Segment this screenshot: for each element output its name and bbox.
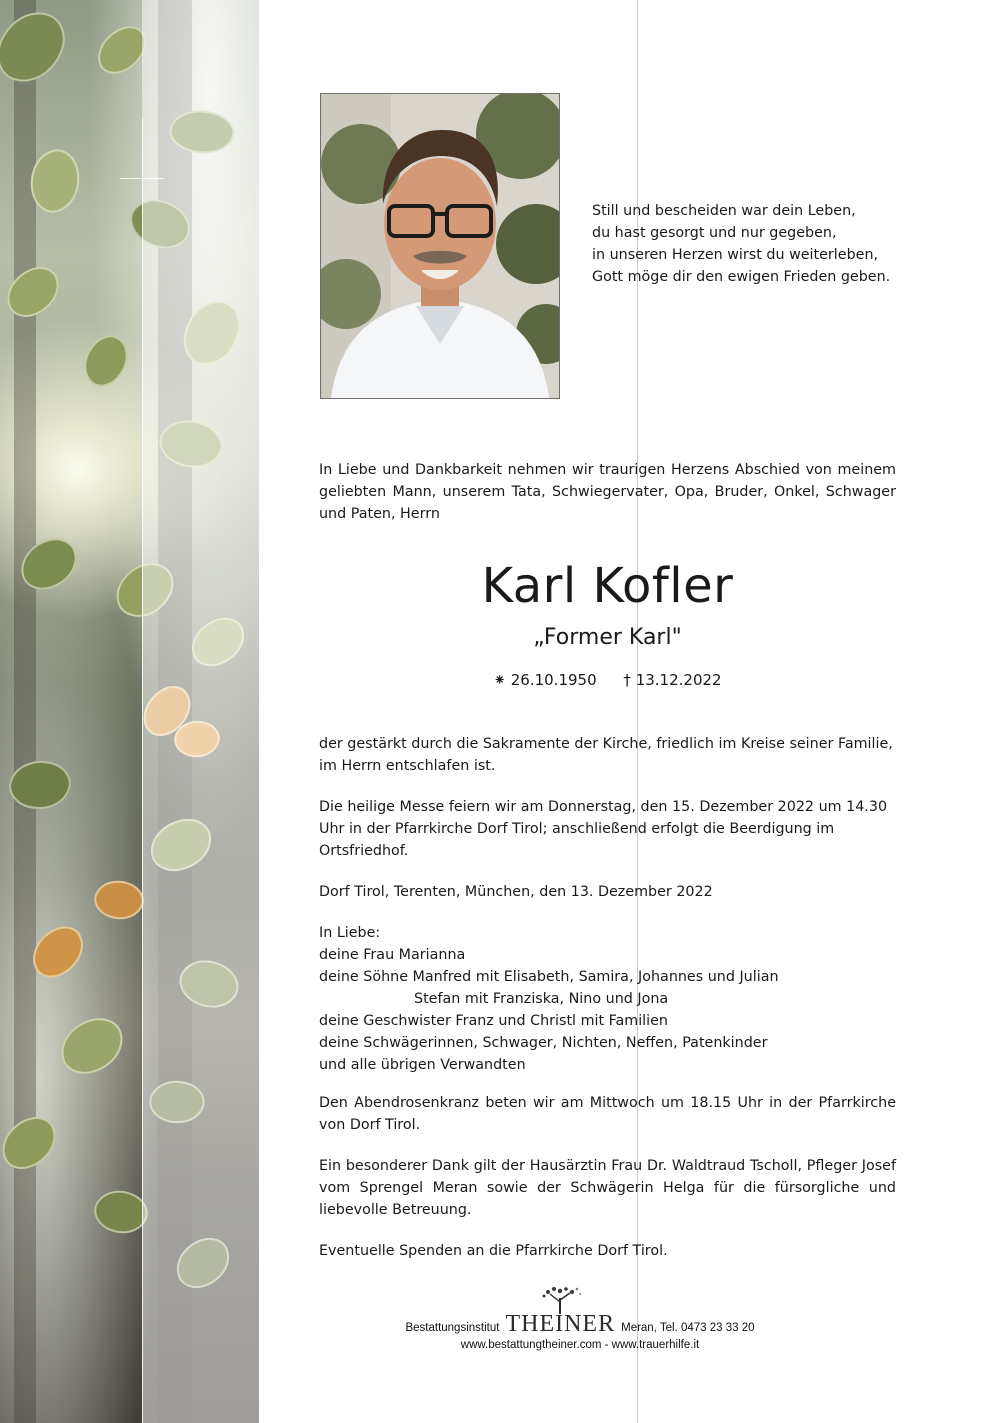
tree-icon (538, 1286, 582, 1314)
poem (592, 200, 922, 288)
mourner-line: deine Frau Marianna (319, 947, 466, 963)
tree-trunk (14, 0, 36, 1423)
deceased-name: Karl Kofler (481, 558, 734, 614)
poem-line: Still und bescheiden war dein Leben, (592, 203, 856, 219)
portrait-illustration (321, 94, 559, 398)
leaf (0, 2, 73, 93)
leaf (89, 872, 149, 929)
poem-line: in unseren Herzen wirst du weiterleben, (592, 247, 879, 263)
sacraments-paragraph: der gestärkt durch die Sakramente der Kirche, friedlich im Kreise seiner Familie, im Herrn entschlafen ist. (319, 736, 893, 774)
mourner-line: deine Söhne Manfred mit Elisabeth, Samira, Johannes und Julian (319, 969, 779, 985)
thanks-paragraph: Ein besonderer Dank gilt der Hausärztin Frau Dr. Waldtraud Tscholl, Pfleger Josef vom Sprengel Meran sowie der Schwägerin Helga für die fürsorgliche und liebevolle Betreuung. (319, 1158, 896, 1218)
life-dates (319, 668, 896, 692)
mass-paragraph: Die heilige Messe feiern wir am Donnerstag, den 15. Dezember 2022 um 14.30 Uhr in der Pfarrkirche Dorf Tirol; anschließend erfolgt die Beerdigung im Ortsfriedhof. (319, 799, 888, 859)
deceased-nickname: „Former Karl" (533, 625, 682, 650)
birth-date: ⁕ 26.10.1950 (493, 671, 597, 689)
funeral-home-logo (505, 1310, 615, 1336)
cross-symbol-bar (120, 178, 164, 179)
leaf (0, 260, 68, 324)
funeral-home-footer (360, 1310, 800, 1353)
sunlit-beech-leaves-photo (0, 0, 259, 1423)
mourner-line: deine Geschwister Franz und Christl mit Familien (319, 1013, 668, 1029)
logo-text: THEINER (505, 1311, 616, 1337)
footer-websites: www.bestattungtheiner.com - www.trauerhilfe.it (460, 1339, 700, 1351)
death-date: † 13.12.2022 (623, 671, 722, 689)
poem-line: Gott möge dir den ewigen Frieden geben. (592, 269, 891, 285)
mourners-heading: In Liebe: (319, 925, 381, 941)
poem-line: du hast gesorgt und nur gegeben, (592, 225, 837, 241)
leaf (54, 1013, 129, 1080)
mourners-list (319, 922, 896, 1076)
mourner-line: Stefan mit Franziska, Nino und Jona (414, 991, 669, 1007)
portrait-photo (320, 93, 560, 399)
cross-symbol (142, 118, 143, 1423)
leaf (73, 328, 139, 394)
translucent-overlay-band (142, 0, 259, 1423)
footer-prefix: Bestattungsinstitut (405, 1322, 500, 1334)
rosary-paragraph: Den Abendrosenkranz beten wir am Mittwoch um 18.15 Uhr in der Pfarrkirche von Dorf Tirol. (319, 1095, 896, 1133)
donations-line: Eventuelle Spenden an die Pfarrkirche Dorf Tirol. (319, 1243, 668, 1259)
place-date-line: Dorf Tirol, Terenten, München, den 13. Dezember 2022 (319, 884, 713, 900)
mourner-line: deine Schwägerinnen, Schwager, Nichten, Neffen, Patenkinder (319, 1035, 768, 1051)
leaf (0, 1110, 65, 1176)
footer-contact: Meran, Tel. 0473 23 33 20 (621, 1322, 755, 1334)
mourner-line: und alle übrigen Verwandten (319, 1057, 526, 1073)
intro-paragraph: In Liebe und Dankbarkeit nehmen wir traurigen Herzens Abschied von meinem geliebten Mann, unserem Tata, Schwiegervater, Opa, Bruder, Onkel, Schwager und Paten, Herrn (319, 462, 896, 522)
